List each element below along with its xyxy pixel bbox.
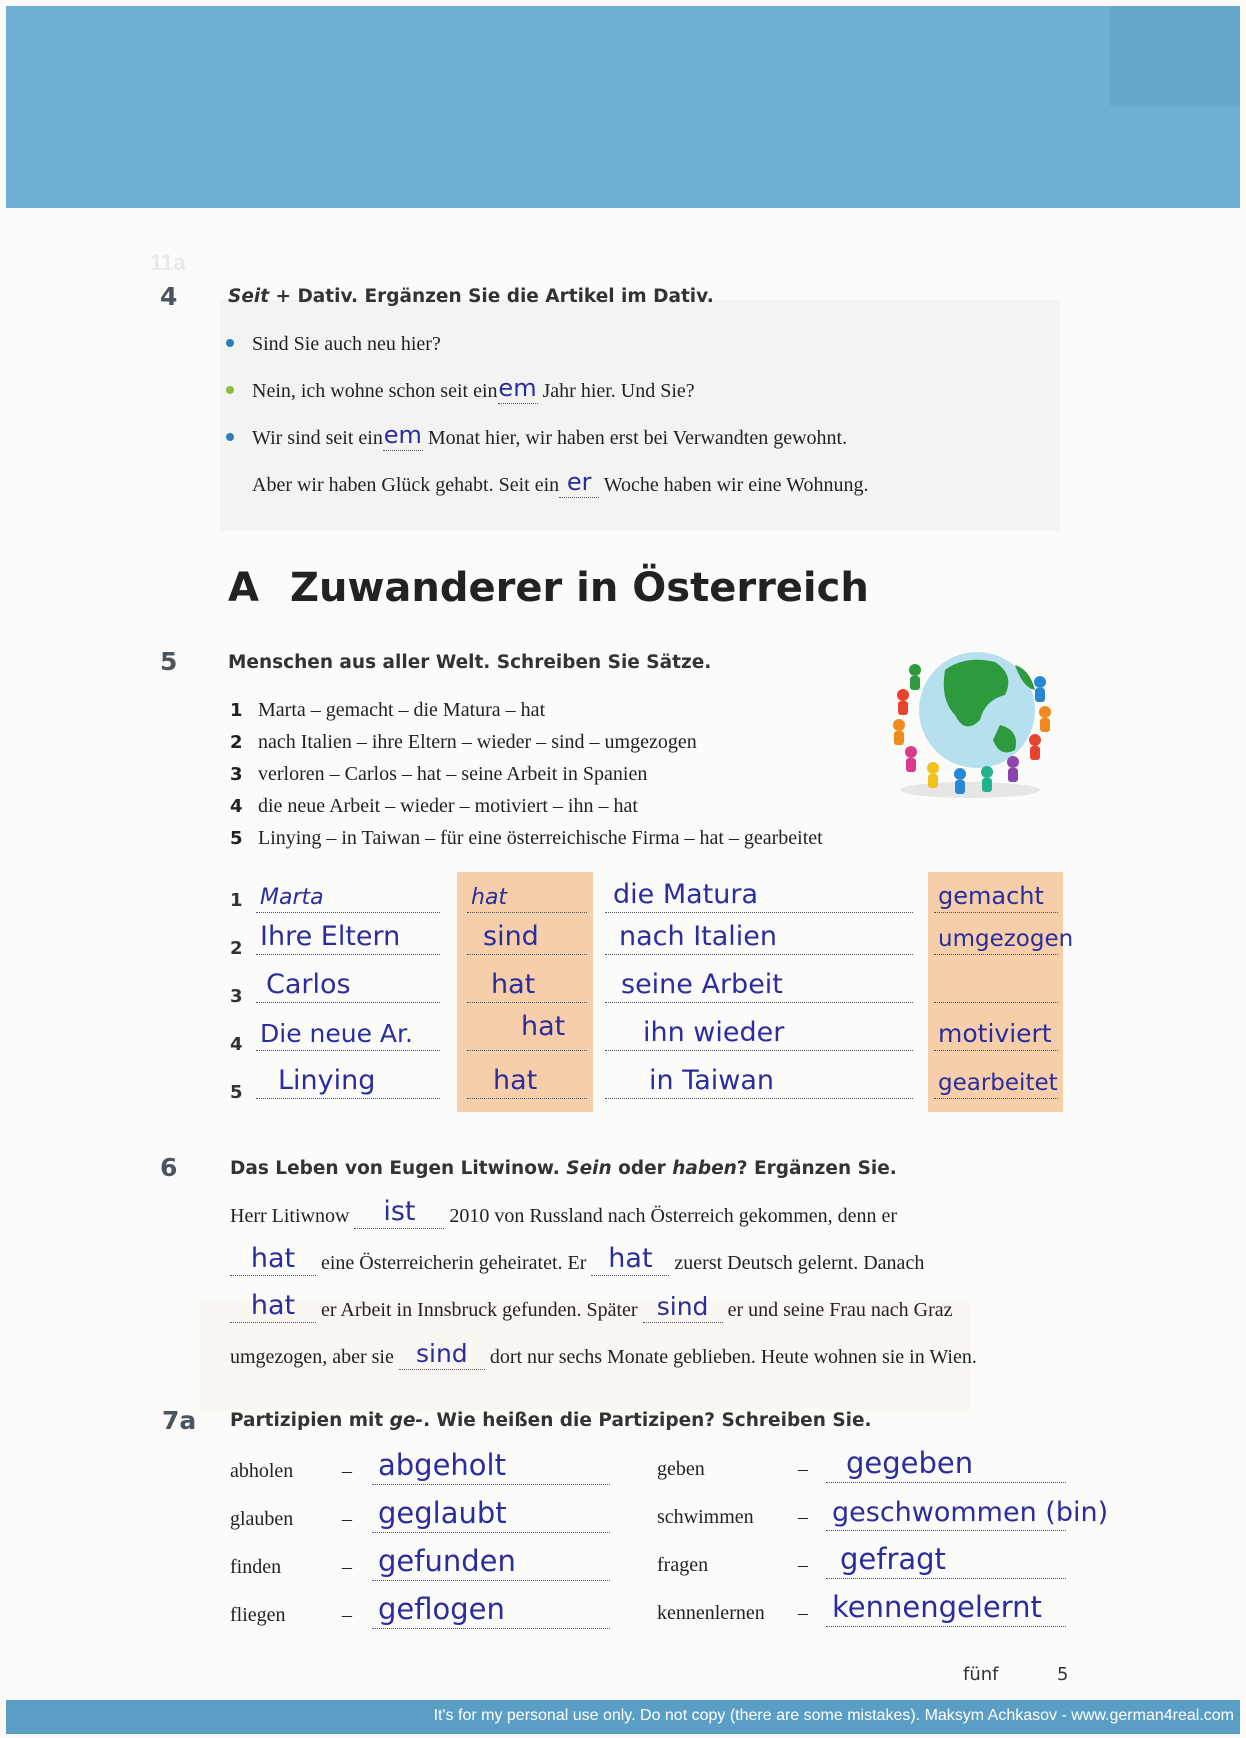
ex6-text: Herr Litiwnow: [230, 1205, 350, 1227]
footer-band: [6, 1700, 1240, 1734]
dash: –: [798, 1554, 808, 1576]
answer-middle[interactable]: [605, 872, 913, 913]
dialog-line-4-before: Aber wir haben Glück gehabt. Seit ein: [252, 474, 560, 496]
handwritten-answer: gefragt: [840, 1542, 946, 1576]
ex6-line-2: [230, 1243, 925, 1276]
handwritten-answer: gefunden: [378, 1544, 516, 1578]
dialog-line-4-after: Woche haben wir eine Wohnung.: [599, 474, 869, 496]
prompt-number: 5: [230, 828, 243, 849]
ex6-line-3: [230, 1290, 953, 1323]
fill-blank[interactable]: [559, 468, 599, 498]
globe-with-people-icon: [885, 640, 1055, 800]
verb-label: abholen: [230, 1460, 294, 1482]
fill-blank[interactable]: [591, 1243, 669, 1276]
handwritten-answer: in Taiwan: [649, 1065, 775, 1096]
bullet-blue: [226, 339, 234, 347]
handwritten-answer: sind: [483, 921, 539, 952]
answer-subject[interactable]: [256, 914, 440, 955]
handwritten-answer: hat: [521, 1011, 566, 1042]
ex6-title-a: Das Leben von Eugen Litwinow.: [230, 1158, 567, 1179]
dash: –: [798, 1602, 808, 1624]
exercise-6-instruction: [230, 1158, 897, 1179]
dialog-line-2-after: Jahr hier. Und Sie?: [537, 380, 695, 402]
prompt-row: [230, 795, 638, 818]
answer-participle[interactable]: [934, 962, 1058, 1003]
exercise-7a-number: 7a: [162, 1406, 197, 1435]
dash: –: [342, 1460, 352, 1482]
handwritten-answer: em: [383, 421, 422, 449]
prompt-text: verloren – Carlos – hat – seine Arbeit in Spanien: [258, 763, 648, 785]
answer-participle[interactable]: [934, 1010, 1058, 1051]
handwritten-answer: motiviert: [938, 1019, 1052, 1048]
handwritten-answer: geflogen: [378, 1592, 505, 1626]
handwritten-answer: hat: [608, 1243, 653, 1274]
answer-verb[interactable]: [467, 1058, 587, 1099]
show-through-text: 11a: [150, 250, 186, 275]
prompt-number: 4: [230, 796, 243, 817]
section-letter: A: [228, 565, 259, 611]
exercise-7a-instruction: [230, 1410, 872, 1431]
answer-middle[interactable]: [605, 914, 913, 955]
exercise-5-instruction: Menschen aus aller Welt. Schreiben Sie Sätze.: [228, 652, 712, 673]
fill-blank[interactable]: [354, 1196, 444, 1229]
ex7a-title-b: . Wie heißen die Partizipen? Schreiben Sie.: [423, 1410, 872, 1431]
answer-middle[interactable]: [605, 962, 913, 1003]
dash: –: [798, 1506, 808, 1528]
answer-subject[interactable]: [256, 962, 440, 1003]
top-color-band: [6, 6, 1240, 208]
footer-note: It's for my personal use only. Do not copy (there are some mistakes). Maksym Achkasov - www.german4real.com: [433, 1707, 1234, 1724]
handwritten-answer: kennengelernt: [832, 1590, 1042, 1624]
ex6-title-b: oder: [611, 1158, 673, 1179]
prompt-number: 1: [230, 700, 243, 721]
handwritten-answer: hat: [491, 969, 536, 1000]
ex6-line-1: [230, 1196, 898, 1229]
dash: –: [342, 1556, 352, 1578]
answer-verb[interactable]: [467, 914, 587, 955]
handwritten-answer: Ihre Eltern: [260, 921, 401, 952]
handwritten-answer: Linying: [278, 1065, 376, 1096]
verb-label: glauben: [230, 1508, 294, 1530]
ex6-title-c: ? Ergänzen Sie.: [736, 1158, 897, 1179]
handwritten-answer: umgezogen: [938, 926, 1074, 952]
ex6-text: umgezogen, aber sie: [230, 1346, 394, 1368]
dialog-line-1: [226, 333, 441, 356]
verb-label: schwimmen: [657, 1506, 754, 1528]
ex6-line-4: [230, 1339, 977, 1370]
handwritten-answer: nach Italien: [619, 921, 778, 952]
ex6-title-haben: haben: [672, 1158, 737, 1179]
handwritten-answer: hat: [250, 1243, 296, 1274]
dash: –: [798, 1458, 808, 1480]
seit-word: Seit: [228, 286, 270, 307]
answer-participle[interactable]: [934, 1058, 1058, 1099]
verb-label: geben: [657, 1458, 705, 1480]
verb-label: fliegen: [230, 1604, 286, 1626]
bullet-green: [226, 386, 234, 394]
participle-blank[interactable]: [826, 1588, 1066, 1627]
handwritten-answer: hat: [250, 1290, 296, 1321]
dialog-line-3: [226, 421, 848, 451]
ex7a-title-a: Partizipien mit: [230, 1410, 390, 1431]
exercise-4-instruction: [228, 286, 714, 307]
handwritten-answer: Die neue Ar.: [260, 1019, 413, 1048]
answer-number: 3: [230, 986, 243, 1007]
ex6-text: zuerst Deutsch gelernt. Danach: [674, 1252, 925, 1274]
prompt-text: nach Italien – ihre Eltern – wieder – sind – umgezogen: [258, 731, 697, 753]
prompt-row: [230, 731, 697, 754]
prompt-text: die neue Arbeit – wieder – motiviert – ihn – hat: [258, 795, 638, 817]
handwritten-answer: Marta: [260, 885, 324, 910]
handwritten-answer: gegeben: [846, 1446, 974, 1480]
dash: –: [342, 1508, 352, 1530]
answer-verb[interactable]: [467, 872, 587, 913]
handwritten-answer: geschwommen (bin): [832, 1497, 1109, 1528]
dialog-line-3-after: Monat hier, wir haben erst bei Verwandten gewohnt.: [422, 427, 848, 449]
handwritten-answer: er: [566, 468, 592, 496]
prompt-row: [230, 763, 647, 786]
fill-blank[interactable]: [230, 1243, 316, 1276]
section-title-text: Zuwanderer in Österreich: [290, 565, 869, 611]
answer-middle[interactable]: [605, 1010, 913, 1051]
fill-blank[interactable]: [643, 1292, 723, 1323]
handwritten-answer: abgeholt: [378, 1448, 506, 1482]
answer-number: 4: [230, 1034, 243, 1055]
ex6-text: er und seine Frau nach Graz: [727, 1299, 953, 1321]
answer-number: 5: [230, 1082, 243, 1103]
handwritten-answer: gemacht: [938, 882, 1044, 910]
participle-blank[interactable]: [372, 1494, 610, 1533]
answer-subject[interactable]: [256, 1010, 440, 1051]
participle-blank[interactable]: [372, 1542, 610, 1581]
handwritten-answer: die Matura: [613, 879, 759, 910]
answer-verb[interactable]: [467, 962, 587, 1003]
handwritten-answer: geglaubt: [378, 1496, 507, 1530]
verb-label: finden: [230, 1556, 282, 1578]
answer-middle[interactable]: [605, 1058, 913, 1099]
fill-blank[interactable]: [230, 1290, 316, 1323]
handwritten-answer: em: [498, 374, 537, 402]
participle-blank[interactable]: [372, 1446, 610, 1485]
answer-verb[interactable]: [467, 1010, 587, 1051]
prompt-text: Marta – gemacht – die Matura – hat: [258, 699, 546, 721]
answer-number: 2: [230, 938, 243, 959]
ex6-text: 2010 von Russland nach Österreich gekommen, denn er: [449, 1205, 898, 1227]
handwritten-answer: gearbeitet: [938, 1070, 1058, 1096]
handwritten-answer: hat: [471, 885, 508, 910]
ex6-text: dort nur sechs Monate geblieben. Heute wohnen sie in Wien.: [489, 1346, 977, 1368]
handwritten-answer: Carlos: [266, 969, 351, 1000]
prompt-text: Linying – in Taiwan – für eine österreichische Firma – hat – gearbeitet: [258, 827, 823, 849]
dash: –: [342, 1604, 352, 1626]
ex6-text: eine Österreicherin geheiratet. Er: [321, 1252, 587, 1274]
answer-participle[interactable]: [934, 872, 1058, 913]
participle-blank[interactable]: [826, 1444, 1066, 1483]
participle-blank[interactable]: [372, 1590, 610, 1629]
answer-participle[interactable]: [934, 914, 1074, 955]
answer-subject[interactable]: [256, 1058, 440, 1099]
fill-blank[interactable]: [399, 1339, 485, 1370]
ex6-text: er Arbeit in Innsbruck gefunden. Später: [321, 1299, 638, 1321]
bullet-blue: [226, 433, 234, 441]
dialog-line-2: [226, 374, 695, 404]
band-corner: [1110, 6, 1240, 106]
handwritten-answer: ihn wieder: [643, 1017, 785, 1048]
fill-blank[interactable]: [498, 374, 538, 404]
handwritten-answer: seine Arbeit: [621, 969, 783, 1000]
prompt-row: [230, 827, 823, 850]
prompt-number: 2: [230, 732, 243, 753]
handwritten-answer: sind: [656, 1292, 709, 1321]
exercise-6-number: 6: [160, 1153, 178, 1182]
handwritten-answer: hat: [493, 1065, 538, 1096]
dialog-line-2-before: Nein, ich wohne schon seit ein: [252, 380, 498, 402]
exercise-5-number: 5: [160, 647, 178, 676]
fill-blank[interactable]: [383, 421, 423, 451]
dialog-line-4: [252, 468, 869, 498]
answer-number: 1: [230, 890, 243, 911]
ex7a-title-ge: ge-: [389, 1410, 424, 1431]
section-title: [228, 565, 869, 611]
handwritten-answer: sind: [415, 1339, 468, 1368]
exercise-4-number: 4: [160, 282, 178, 311]
answer-subject[interactable]: [256, 872, 440, 913]
participle-blank[interactable]: [826, 1540, 1066, 1579]
ex6-title-sein: Sein: [566, 1158, 612, 1179]
dialog-line-3-before: Wir sind seit ein: [252, 427, 383, 449]
handwritten-answer: ist: [383, 1196, 416, 1227]
prompt-number: 3: [230, 764, 243, 785]
dialog-line-1-text: Sind Sie auch neu hier?: [252, 333, 441, 355]
prompt-row: [230, 699, 545, 722]
participle-blank[interactable]: [826, 1492, 1109, 1531]
page-number: 5: [1057, 1664, 1069, 1685]
verb-label: fragen: [657, 1554, 709, 1576]
page-number-word: fünf: [963, 1664, 999, 1685]
exercise-4-instruction-rest: + Dativ. Ergänzen Sie die Artikel im Dativ.: [269, 286, 714, 307]
verb-label: kennenlernen: [657, 1602, 765, 1624]
